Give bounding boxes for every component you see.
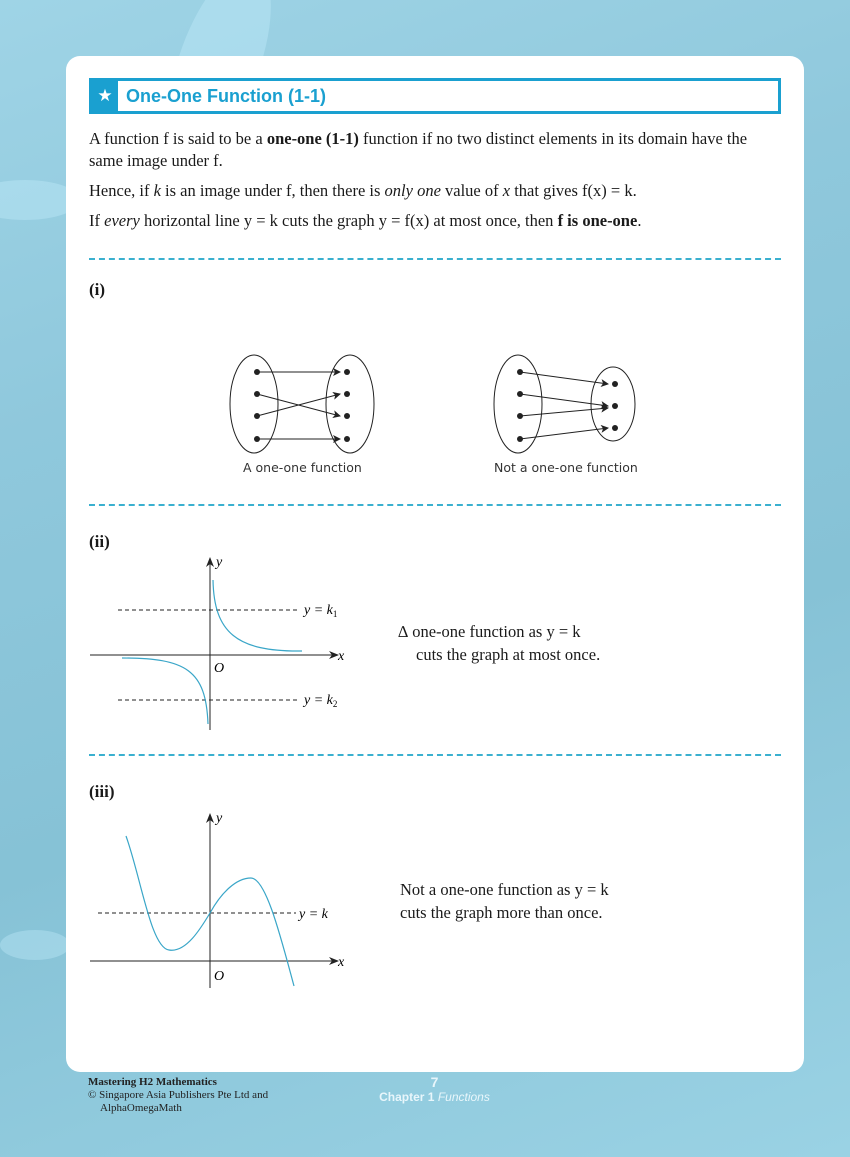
page-content xyxy=(66,56,804,1072)
mapping-diagrams xyxy=(226,352,646,457)
math-k: k xyxy=(153,181,161,200)
text: is an image under f, then there is xyxy=(160,181,385,200)
svg-text:O: O xyxy=(214,969,225,984)
star-icon: ★ xyxy=(92,81,118,111)
dashed-divider xyxy=(89,754,781,756)
horizontal-line-test-paragraph xyxy=(89,210,784,232)
emphasis: every xyxy=(104,211,140,230)
one-one-mapping-diagram xyxy=(230,355,374,453)
description-ii xyxy=(398,620,600,666)
svg-text:y = k1: $y = k_1$ xyxy=(304,603,338,619)
emphasis: only one xyxy=(384,181,441,200)
chapter-title: Functions xyxy=(437,1090,490,1104)
svg-text:y: y xyxy=(216,555,223,570)
text: A function f is said to be a xyxy=(89,129,267,148)
definition-paragraph xyxy=(89,128,784,172)
svg-text:y = k: y = k xyxy=(299,907,328,922)
hence-paragraph xyxy=(89,180,784,202)
book-title: Mastering H2 Mathematics xyxy=(88,1076,217,1088)
chapter-label: Chapter 1 xyxy=(379,1090,435,1104)
footer-left xyxy=(88,1076,268,1115)
description-line: ∆ one-one function as y = k xyxy=(398,622,581,641)
reciprocal-graph xyxy=(86,552,366,732)
text: Hence, if xyxy=(89,181,154,200)
part-label-i: (i) xyxy=(89,280,106,299)
section-header xyxy=(89,78,781,114)
svg-text:y = k2: $y = k_2$ xyxy=(304,693,338,709)
caption-one-one: A one-one function xyxy=(243,460,362,475)
svg-text:y: y xyxy=(216,811,223,826)
footer-center xyxy=(372,1074,497,1104)
background-decoration xyxy=(0,930,70,960)
svg-text:x: x xyxy=(338,649,345,664)
svg-text:x: x xyxy=(338,955,345,970)
part-label-ii: (ii) xyxy=(89,532,110,551)
part-label-iii: (iii) xyxy=(89,782,115,801)
dashed-divider xyxy=(89,504,781,506)
description-line: Not a one-one function as y = k xyxy=(400,880,609,899)
text: that gives f(x) = k. xyxy=(510,181,637,200)
bold-conclusion: f is one-one xyxy=(557,211,638,230)
text: function if no two distinct elements in its domain have the same image under f. xyxy=(89,129,748,170)
description-line: cuts the graph more than once. xyxy=(400,903,603,922)
description-line: cuts the graph at most once. xyxy=(416,645,601,664)
text: . xyxy=(637,211,642,230)
caption-not-one-one: Not a one-one function xyxy=(494,460,638,475)
math-x: x xyxy=(502,181,511,200)
section-title: One-One Function (1-1) xyxy=(126,85,326,106)
svg-text:O: O xyxy=(214,661,225,676)
cubic-graph xyxy=(86,808,366,998)
bold-term: one-one (1-1) xyxy=(266,129,359,148)
text: value of xyxy=(440,181,503,200)
text: If xyxy=(89,211,105,230)
description-iii xyxy=(400,878,609,924)
dashed-divider xyxy=(89,258,781,260)
copyright: © Singapore Asia Publishers Pte Ltd and xyxy=(88,1089,269,1101)
page-number: 7 xyxy=(430,1074,439,1090)
text: horizontal line y = k cuts the graph y = f(x) at most once, then xyxy=(139,211,558,230)
copyright: AlphaOmegaMath xyxy=(100,1102,182,1114)
many-one-mapping-diagram xyxy=(494,355,635,453)
